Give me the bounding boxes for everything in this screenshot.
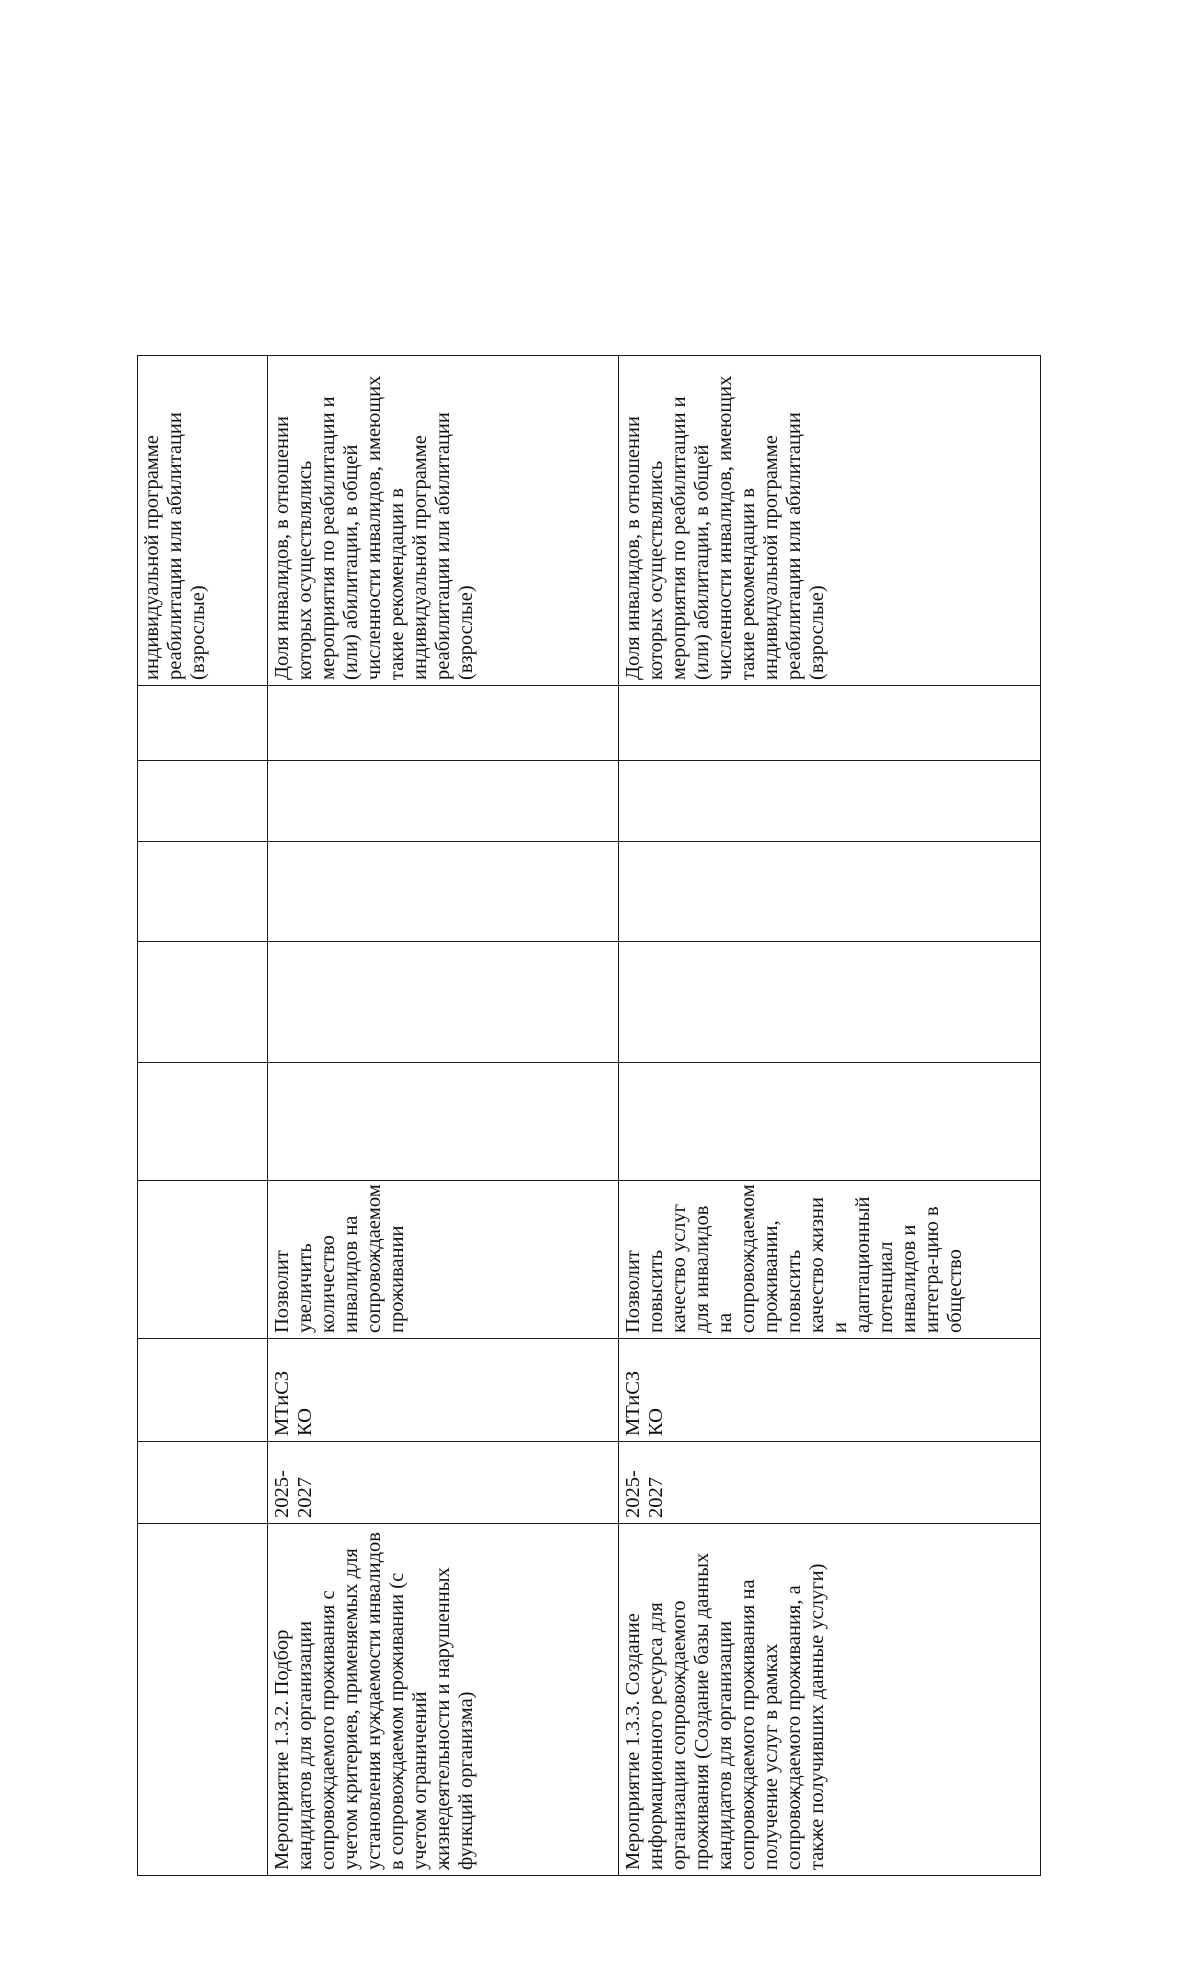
cell-empty	[619, 686, 1041, 761]
cell-empty	[138, 1339, 268, 1442]
result-text: Позволит повысить качество услуг для инвалидов на сопровождаемом проживании, повысить качество жизни и адаптационный потенциал инвалидов и интегра-цию в общество	[622, 1184, 966, 1333]
period-text: 2025-2027	[622, 1470, 667, 1518]
cell-empty	[138, 1524, 268, 1876]
executor-cell	[268, 1339, 619, 1442]
measure-cell	[268, 1524, 619, 1876]
result-text: Позволит увеличить количество инвалидов на сопровождаемом проживании	[271, 1184, 408, 1333]
cell-empty	[268, 942, 619, 1063]
period-cell	[268, 1442, 619, 1524]
cell-empty	[619, 761, 1041, 842]
result-cell	[268, 1181, 619, 1339]
cell-empty	[268, 761, 619, 842]
cell-empty	[268, 686, 619, 761]
table-row	[619, 356, 1041, 1876]
measure-cell	[619, 1524, 1041, 1876]
cell-empty	[138, 761, 268, 842]
cell-empty	[138, 1063, 268, 1181]
cell-empty	[138, 942, 268, 1063]
executor-text: МТиСЗ КО	[271, 1370, 316, 1436]
rotated-page	[137, 356, 1040, 1876]
table-row	[268, 356, 619, 1876]
cell-empty	[268, 1063, 619, 1181]
cell-empty	[268, 842, 619, 942]
indicator-cell	[138, 356, 268, 686]
executor-cell	[619, 1339, 1041, 1442]
measure-text: Мероприятие 1.3.3. Создание информационного ресурса для организации сопровождаемого проживания (Создание базы данных кандидатов для организации сопровождаемого проживания на получение услуг в рамках сопровождаемого проживания, а также получивших данные услуги)	[622, 1552, 828, 1870]
measure-text: Мероприятие 1.3.2. Подбор кандидатов для организации сопровождаемого проживания с учетом критериев, применяемых для установления нуждаемости инвалидов в сопровождаемом проживании (с учетом ограничений жизнедеятельности и нарушенных функций организма)	[271, 1532, 477, 1870]
indicator-cell	[619, 356, 1041, 686]
indicator-cell	[268, 356, 619, 686]
cell-empty	[138, 1181, 268, 1339]
indicator-text: индивидуальной программе реабилитации или абилитации (взрослые)	[141, 412, 209, 680]
period-text: 2025-2027	[271, 1470, 316, 1518]
result-cell	[619, 1181, 1041, 1339]
cell-empty	[138, 686, 268, 761]
cell-empty	[138, 1442, 268, 1524]
indicator-text: Доля инвалидов, в отношении которых осуществлялись мероприятия по реабилитации и (или) абилитации, в общей численности инвалидов, имеющих такие рекомендации в индивидуальной программе реабилитации или абилитации (взрослые)	[622, 375, 828, 680]
program-measures-table	[137, 355, 1041, 1876]
indicator-text: Доля инвалидов, в отношении которых осуществлялись мероприятия по реабилитации и (или) абилитации, в общей численности инвалидов, имеющих такие рекомендации в индивидуальной программе реабилитации или абилитации (взрослые)	[271, 375, 477, 680]
cell-empty	[138, 842, 268, 942]
period-cell	[619, 1442, 1041, 1524]
table-row-continuation	[138, 356, 268, 1876]
cell-empty	[619, 842, 1041, 942]
cell-empty	[619, 942, 1041, 1063]
executor-text: МТиСЗ КО	[622, 1370, 667, 1436]
cell-empty	[619, 1063, 1041, 1181]
